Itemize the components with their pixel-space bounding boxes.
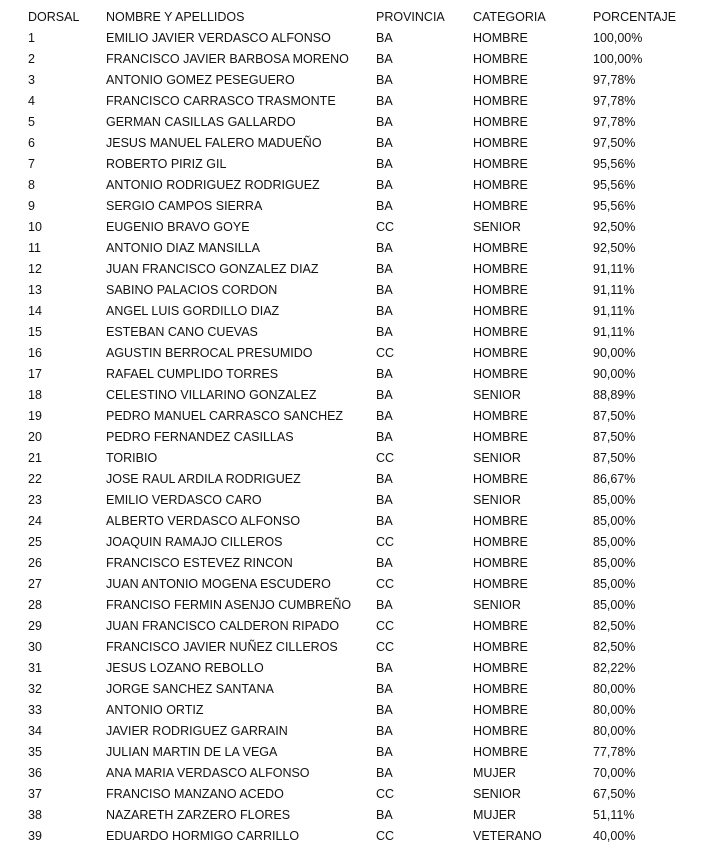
- table-row: [28, 469, 708, 490]
- header-nombre: NOMBRE Y APELLIDOS: [106, 10, 245, 24]
- porcentaje-cell: 87,50%: [593, 451, 636, 465]
- dorsal-cell: 7: [28, 157, 35, 171]
- porcentaje-cell: 85,00%: [593, 598, 636, 612]
- dorsal-cell: 30: [28, 640, 42, 654]
- table-row: [28, 448, 708, 469]
- nombre-cell: ANTONIO DIAZ MANSILLA: [106, 241, 260, 255]
- nombre-cell: ANTONIO ORTIZ: [106, 703, 204, 717]
- nombre-cell: RAFAEL CUMPLIDO TORRES: [106, 367, 279, 381]
- dorsal-cell: 27: [28, 577, 42, 591]
- nombre-cell: GERMAN CASILLAS GALLARDO: [106, 115, 296, 129]
- categoria-cell: HOMBRE: [473, 262, 528, 276]
- table-row: [28, 196, 708, 217]
- provincia-cell: BA: [376, 598, 393, 612]
- provincia-cell: BA: [376, 283, 393, 297]
- provincia-cell: CC: [376, 619, 395, 633]
- categoria-cell: HOMBRE: [473, 94, 528, 108]
- nombre-cell: ANGEL LUIS GORDILLO DIAZ: [106, 304, 280, 318]
- nombre-cell: JUAN FRANCISCO CALDERON RIPADO: [106, 619, 340, 633]
- nombre-cell: FRANCISO FERMIN ASENJO CUMBREÑO: [106, 598, 352, 612]
- table-row: [28, 742, 708, 763]
- porcentaje-cell: 85,00%: [593, 535, 636, 549]
- provincia-cell: BA: [376, 73, 393, 87]
- porcentaje-cell: 92,50%: [593, 241, 636, 255]
- nombre-cell: EMILIO JAVIER VERDASCO ALFONSO: [106, 31, 331, 45]
- header-dorsal: DORSAL: [28, 10, 80, 24]
- provincia-cell: BA: [376, 115, 393, 129]
- provincia-cell: BA: [376, 178, 393, 192]
- dorsal-cell: 17: [28, 367, 42, 381]
- provincia-cell: BA: [376, 136, 393, 150]
- table-row: [28, 427, 708, 448]
- provincia-cell: BA: [376, 325, 393, 339]
- dorsal-cell: 33: [28, 703, 42, 717]
- table-row: [28, 511, 708, 532]
- provincia-cell: CC: [376, 346, 395, 360]
- porcentaje-cell: 40,00%: [593, 829, 636, 843]
- dorsal-cell: 1: [28, 31, 35, 45]
- porcentaje-cell: 51,11%: [593, 808, 635, 822]
- nombre-cell: JUAN ANTONIO MOGENA ESCUDERO: [106, 577, 331, 591]
- porcentaje-cell: 85,00%: [593, 493, 636, 507]
- dorsal-cell: 35: [28, 745, 42, 759]
- porcentaje-cell: 87,50%: [593, 409, 636, 423]
- categoria-cell: HOMBRE: [473, 157, 528, 171]
- dorsal-cell: 34: [28, 724, 42, 738]
- dorsal-cell: 25: [28, 535, 42, 549]
- categoria-cell: HOMBRE: [473, 283, 528, 297]
- provincia-cell: BA: [376, 556, 393, 570]
- porcentaje-cell: 95,56%: [593, 178, 636, 192]
- dorsal-cell: 31: [28, 661, 42, 675]
- nombre-cell: SERGIO CAMPOS SIERRA: [106, 199, 263, 213]
- categoria-cell: HOMBRE: [473, 556, 528, 570]
- table-row: [28, 826, 708, 847]
- categoria-cell: HOMBRE: [473, 724, 528, 738]
- categoria-cell: VETERANO: [473, 829, 542, 843]
- provincia-cell: CC: [376, 829, 395, 843]
- nombre-cell: ROBERTO PIRIZ GIL: [106, 157, 227, 171]
- table-row: [28, 637, 708, 658]
- nombre-cell: ALBERTO VERDASCO ALFONSO: [106, 514, 301, 528]
- nombre-cell: FRANCISCO ESTEVEZ RINCON: [106, 556, 293, 570]
- nombre-cell: EDUARDO HORMIGO CARRILLO: [106, 829, 300, 843]
- porcentaje-cell: 91,11%: [593, 262, 635, 276]
- table-row: [28, 385, 708, 406]
- nombre-cell: FRANCISCO JAVIER NUÑEZ CILLEROS: [106, 640, 338, 654]
- porcentaje-cell: 86,67%: [593, 472, 636, 486]
- nombre-cell: FRANCISCO CARRASCO TRASMONTE: [106, 94, 336, 108]
- dorsal-cell: 15: [28, 325, 42, 339]
- table-body: [28, 28, 708, 847]
- dorsal-cell: 3: [28, 73, 35, 87]
- categoria-cell: SENIOR: [473, 787, 521, 801]
- porcentaje-cell: 82,50%: [593, 619, 636, 633]
- dorsal-cell: 26: [28, 556, 42, 570]
- table-row: [28, 721, 708, 742]
- categoria-cell: HOMBRE: [473, 73, 528, 87]
- categoria-cell: HOMBRE: [473, 514, 528, 528]
- categoria-cell: SENIOR: [473, 451, 521, 465]
- provincia-cell: CC: [376, 220, 395, 234]
- categoria-cell: HOMBRE: [473, 703, 528, 717]
- provincia-cell: BA: [376, 724, 393, 738]
- categoria-cell: HOMBRE: [473, 430, 528, 444]
- dorsal-cell: 38: [28, 808, 42, 822]
- table-row: [28, 217, 708, 238]
- provincia-cell: BA: [376, 199, 393, 213]
- nombre-cell: FRANCISO MANZANO ACEDO: [106, 787, 284, 801]
- porcentaje-cell: 95,56%: [593, 199, 636, 213]
- provincia-cell: BA: [376, 472, 393, 486]
- categoria-cell: HOMBRE: [473, 472, 528, 486]
- provincia-cell: CC: [376, 535, 395, 549]
- provincia-cell: BA: [376, 703, 393, 717]
- porcentaje-cell: 97,78%: [593, 115, 636, 129]
- provincia-cell: BA: [376, 157, 393, 171]
- provincia-cell: BA: [376, 409, 393, 423]
- nombre-cell: JORGE SANCHEZ SANTANA: [106, 682, 274, 696]
- nombre-cell: EUGENIO BRAVO GOYE: [106, 220, 250, 234]
- categoria-cell: HOMBRE: [473, 640, 528, 654]
- header-porcentaje: PORCENTAJE: [593, 10, 677, 24]
- table-row: [28, 406, 708, 427]
- categoria-cell: HOMBRE: [473, 577, 528, 591]
- categoria-cell: SENIOR: [473, 493, 521, 507]
- provincia-cell: BA: [376, 367, 393, 381]
- provincia-cell: BA: [376, 745, 393, 759]
- dorsal-cell: 28: [28, 598, 42, 612]
- nombre-cell: ANTONIO RODRIGUEZ RODRIGUEZ: [106, 178, 320, 192]
- dorsal-cell: 6: [28, 136, 35, 150]
- porcentaje-cell: 97,50%: [593, 136, 636, 150]
- provincia-cell: BA: [376, 52, 393, 66]
- table-row: [28, 91, 708, 112]
- nombre-cell: ESTEBAN CANO CUEVAS: [106, 325, 258, 339]
- porcentaje-cell: 97,78%: [593, 94, 636, 108]
- table-row: [28, 784, 708, 805]
- porcentaje-cell: 77,78%: [593, 745, 636, 759]
- nombre-cell: FRANCISCO JAVIER BARBOSA MORENO: [106, 52, 349, 66]
- nombre-cell: SABINO PALACIOS CORDON: [106, 283, 278, 297]
- dorsal-cell: 8: [28, 178, 35, 192]
- porcentaje-cell: 67,50%: [593, 787, 636, 801]
- porcentaje-cell: 82,50%: [593, 640, 636, 654]
- categoria-cell: HOMBRE: [473, 31, 528, 45]
- provincia-cell: BA: [376, 31, 393, 45]
- categoria-cell: MUJER: [473, 808, 517, 822]
- table-row: [28, 28, 708, 49]
- table-row: [28, 658, 708, 679]
- dorsal-cell: 5: [28, 115, 35, 129]
- categoria-cell: HOMBRE: [473, 136, 528, 150]
- nombre-cell: JESUS LOZANO REBOLLO: [106, 661, 264, 675]
- table-row: [28, 70, 708, 91]
- results-table: [28, 7, 708, 847]
- nombre-cell: JULIAN MARTIN DE LA VEGA: [106, 745, 278, 759]
- dorsal-cell: 24: [28, 514, 42, 528]
- nombre-cell: EMILIO VERDASCO CARO: [106, 493, 262, 507]
- nombre-cell: JUAN FRANCISCO GONZALEZ DIAZ: [106, 262, 319, 276]
- table-row: [28, 700, 708, 721]
- nombre-cell: JESUS MANUEL FALERO MADUEÑO: [106, 136, 322, 150]
- porcentaje-cell: 90,00%: [593, 346, 636, 360]
- porcentaje-cell: 85,00%: [593, 556, 636, 570]
- porcentaje-cell: 91,11%: [593, 283, 635, 297]
- categoria-cell: HOMBRE: [473, 241, 528, 255]
- table-row: [28, 805, 708, 826]
- dorsal-cell: 36: [28, 766, 42, 780]
- dorsal-cell: 20: [28, 430, 42, 444]
- porcentaje-cell: 80,00%: [593, 724, 636, 738]
- porcentaje-cell: 87,50%: [593, 430, 636, 444]
- provincia-cell: BA: [376, 241, 393, 255]
- table-row: [28, 616, 708, 637]
- table-row: [28, 238, 708, 259]
- categoria-cell: HOMBRE: [473, 661, 528, 675]
- nombre-cell: ANTONIO GOMEZ PESEGUERO: [106, 73, 295, 87]
- table-row: [28, 679, 708, 700]
- table-row: [28, 553, 708, 574]
- porcentaje-cell: 80,00%: [593, 682, 636, 696]
- table-header: [28, 7, 708, 28]
- nombre-cell: PEDRO MANUEL CARRASCO SANCHEZ: [106, 409, 344, 423]
- dorsal-cell: 19: [28, 409, 42, 423]
- header-row: [28, 7, 708, 28]
- categoria-cell: HOMBRE: [473, 115, 528, 129]
- table-row: [28, 343, 708, 364]
- dorsal-cell: 21: [28, 451, 42, 465]
- nombre-cell: CELESTINO VILLARINO GONZALEZ: [106, 388, 317, 402]
- header-provincia: PROVINCIA: [376, 10, 445, 24]
- porcentaje-cell: 70,00%: [593, 766, 636, 780]
- table-row: [28, 259, 708, 280]
- dorsal-cell: 23: [28, 493, 42, 507]
- dorsal-cell: 13: [28, 283, 42, 297]
- provincia-cell: BA: [376, 304, 393, 318]
- categoria-cell: HOMBRE: [473, 199, 528, 213]
- porcentaje-cell: 100,00%: [593, 52, 643, 66]
- nombre-cell: NAZARETH ZARZERO FLORES: [106, 808, 291, 822]
- provincia-cell: BA: [376, 262, 393, 276]
- categoria-cell: HOMBRE: [473, 304, 528, 318]
- provincia-cell: BA: [376, 514, 393, 528]
- porcentaje-cell: 95,56%: [593, 157, 636, 171]
- provincia-cell: BA: [376, 430, 393, 444]
- categoria-cell: HOMBRE: [473, 409, 528, 423]
- table-row: [28, 301, 708, 322]
- header-categoria: CATEGORIA: [473, 10, 546, 24]
- categoria-cell: MUJER: [473, 766, 517, 780]
- provincia-cell: BA: [376, 661, 393, 675]
- dorsal-cell: 16: [28, 346, 42, 360]
- dorsal-cell: 14: [28, 304, 42, 318]
- dorsal-cell: 22: [28, 472, 42, 486]
- porcentaje-cell: 88,89%: [593, 388, 636, 402]
- porcentaje-cell: 85,00%: [593, 577, 636, 591]
- categoria-cell: HOMBRE: [473, 325, 528, 339]
- nombre-cell: JOSE RAUL ARDILA RODRIGUEZ: [106, 472, 301, 486]
- categoria-cell: HOMBRE: [473, 682, 528, 696]
- provincia-cell: BA: [376, 766, 393, 780]
- categoria-cell: HOMBRE: [473, 52, 528, 66]
- dorsal-cell: 2: [28, 52, 35, 66]
- porcentaje-cell: 91,11%: [593, 304, 635, 318]
- dorsal-cell: 29: [28, 619, 42, 633]
- categoria-cell: SENIOR: [473, 598, 521, 612]
- dorsal-cell: 12: [28, 262, 42, 276]
- dorsal-cell: 10: [28, 220, 42, 234]
- table-row: [28, 532, 708, 553]
- provincia-cell: CC: [376, 787, 395, 801]
- dorsal-cell: 18: [28, 388, 42, 402]
- porcentaje-cell: 85,00%: [593, 514, 636, 528]
- porcentaje-cell: 97,78%: [593, 73, 636, 87]
- table-row: [28, 280, 708, 301]
- dorsal-cell: 37: [28, 787, 42, 801]
- porcentaje-cell: 90,00%: [593, 367, 636, 381]
- porcentaje-cell: 80,00%: [593, 703, 636, 717]
- categoria-cell: HOMBRE: [473, 535, 528, 549]
- porcentaje-cell: 91,11%: [593, 325, 635, 339]
- table-row: [28, 490, 708, 511]
- table-row: [28, 364, 708, 385]
- categoria-cell: HOMBRE: [473, 367, 528, 381]
- categoria-cell: SENIOR: [473, 220, 521, 234]
- table-row: [28, 133, 708, 154]
- nombre-cell: JOAQUIN RAMAJO CILLEROS: [106, 535, 283, 549]
- provincia-cell: CC: [376, 577, 395, 591]
- table-row: [28, 154, 708, 175]
- nombre-cell: PEDRO FERNANDEZ CASILLAS: [106, 430, 294, 444]
- provincia-cell: BA: [376, 808, 393, 822]
- dorsal-cell: 32: [28, 682, 42, 696]
- categoria-cell: HOMBRE: [473, 619, 528, 633]
- nombre-cell: ANA MARIA VERDASCO ALFONSO: [106, 766, 310, 780]
- table-row: [28, 175, 708, 196]
- table-row: [28, 574, 708, 595]
- table-row: [28, 112, 708, 133]
- provincia-cell: BA: [376, 682, 393, 696]
- table-row: [28, 763, 708, 784]
- dorsal-cell: 9: [28, 199, 35, 213]
- table-row: [28, 322, 708, 343]
- dorsal-cell: 39: [28, 829, 42, 843]
- porcentaje-cell: 82,22%: [593, 661, 636, 675]
- provincia-cell: CC: [376, 640, 395, 654]
- table-row: [28, 595, 708, 616]
- provincia-cell: BA: [376, 493, 393, 507]
- nombre-cell: TORIBIO: [106, 451, 158, 465]
- categoria-cell: HOMBRE: [473, 346, 528, 360]
- nombre-cell: AGUSTIN BERROCAL PRESUMIDO: [106, 346, 313, 360]
- categoria-cell: HOMBRE: [473, 178, 528, 192]
- provincia-cell: CC: [376, 451, 395, 465]
- nombre-cell: JAVIER RODRIGUEZ GARRAIN: [106, 724, 288, 738]
- dorsal-cell: 11: [28, 241, 41, 255]
- porcentaje-cell: 92,50%: [593, 220, 636, 234]
- categoria-cell: SENIOR: [473, 388, 521, 402]
- provincia-cell: BA: [376, 94, 393, 108]
- categoria-cell: HOMBRE: [473, 745, 528, 759]
- porcentaje-cell: 100,00%: [593, 31, 643, 45]
- table-row: [28, 49, 708, 70]
- dorsal-cell: 4: [28, 94, 35, 108]
- provincia-cell: BA: [376, 388, 393, 402]
